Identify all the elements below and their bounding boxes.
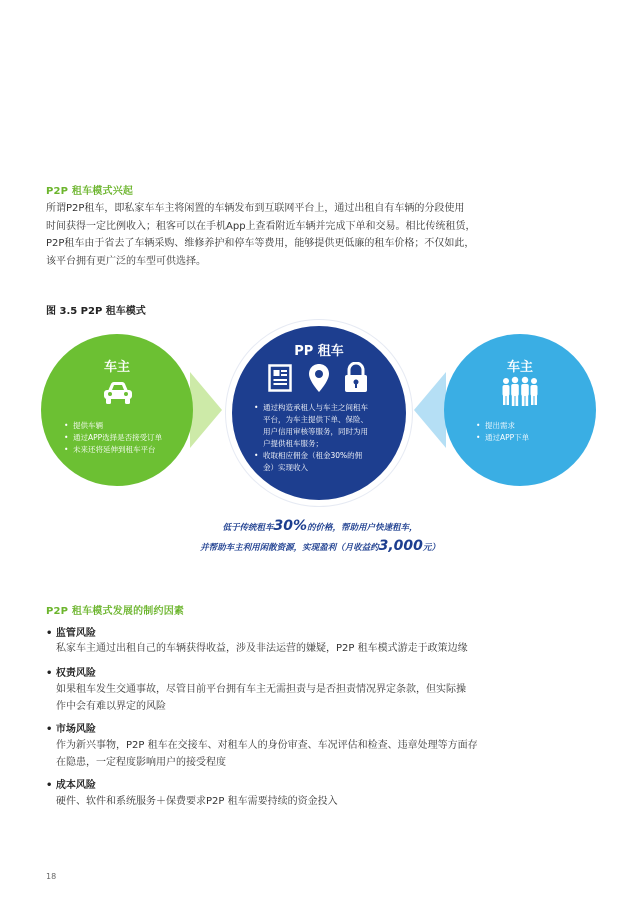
intro-line: 所谓P2P租车，即私家车车主将闲置的车辆发布到互联网平台上，通过出租自有车辆的分段使用	[46, 203, 465, 214]
platform-circle	[232, 326, 406, 500]
risk-line: 硬件、软件和系统服务＋保费要求P2P 租车需要持续的资金投入	[56, 796, 338, 807]
list-item-line: 收取相应佣金（租金30%的佣	[263, 451, 363, 460]
list-item-line: 金）实现收入	[263, 463, 308, 472]
intro-line: 该平台拥有更广泛的车型可供选择。	[46, 255, 206, 267]
risk-description	[56, 737, 616, 771]
list-item	[254, 450, 394, 474]
intro-heading: P2P 租车模式兴起	[46, 186, 134, 197]
list-item: • 提出需求	[476, 420, 586, 432]
risk-description	[56, 681, 616, 715]
risk-line: 作为新兴事物，P2P 租车在交接车、对租车人的身份审查、车况评估和检查、违章处理等方面存	[56, 740, 478, 751]
tagline-highlight: 3,000	[378, 538, 423, 554]
risks-heading: P2P 租车模式发展的制约因素	[46, 606, 185, 617]
location-pin-icon	[308, 363, 330, 393]
risk-description	[56, 793, 616, 810]
risk-line: 如果租车发生交通事故，尽管目前平台拥有车主无需担责与是否担责情况界定条款，但实际操	[56, 684, 466, 695]
list-item-line: 户提供租车服务；	[263, 439, 323, 448]
risk-title-text: 成本风险	[55, 780, 96, 791]
car-owner-title: 车主	[103, 360, 130, 375]
risk-title-text: 权责风险	[55, 668, 96, 679]
list-item: • 未来还将延伸到租车平台	[64, 444, 192, 456]
car-icon	[101, 380, 135, 406]
left-connector-arrow	[190, 372, 222, 448]
people-group-icon	[500, 376, 540, 406]
renter-bullets	[476, 420, 586, 444]
tagline-text: 元）	[422, 543, 440, 553]
list-item-line: 通过构造承租人与车主之间租车	[263, 403, 368, 412]
intro-paragraph	[46, 200, 606, 270]
renter-title: 车主	[506, 360, 533, 375]
risk-description	[56, 640, 616, 657]
tagline-line-1	[0, 518, 640, 534]
list-item-line: 平台，为车主提供下单、保险、	[263, 415, 368, 424]
intro-line: 时间获得一定比例收入；租客可以在手机App上查看附近车辆并完成下单和交易。相比传统租赁，	[46, 220, 476, 232]
risk-title: • 成本风险	[46, 780, 96, 791]
list-item: • 提供车辆	[64, 420, 192, 432]
list-item-line: 用户信用审核等服务，同时为用	[263, 427, 368, 436]
risk-title: • 监管风险	[46, 628, 96, 639]
risk-line: 私家车主通过出租自己的车辆获得收益，涉及非法运营的嫌疑，P2P 租车模式游走于政策边缘	[56, 643, 468, 654]
risk-line: 作中会有难以界定的风险	[56, 701, 166, 712]
tagline-highlight: 30%	[273, 518, 307, 534]
page-number: 18	[46, 872, 57, 881]
list-item: • 通过APP选择是否接受订单	[64, 432, 192, 444]
platform-title: PP 租车	[294, 344, 344, 359]
right-connector-arrow	[414, 372, 446, 448]
intro-line: P2P租车由于省去了车辆采购、维修养护和停车等费用，能够提供更低廉的租车价格；不仅如此，	[46, 238, 475, 249]
lock-icon	[344, 362, 368, 393]
figure-title: 图 3.5 P2P 租车模式	[46, 306, 146, 317]
document-icon	[268, 364, 292, 392]
platform-bullets	[254, 402, 394, 474]
risk-title: • 市场风险	[46, 724, 96, 735]
risk-title: • 权责风险	[46, 668, 96, 679]
list-item	[254, 402, 394, 450]
list-item: • 通过APP下单	[476, 432, 586, 444]
car-owner-circle	[41, 334, 193, 486]
tagline-text: 并帮助车主利用闲散资源，实现盈利（月收益约	[200, 543, 379, 553]
renter-circle	[444, 334, 596, 486]
risk-title-text: 市场风险	[55, 724, 96, 735]
car-owner-bullets	[64, 420, 192, 456]
risk-title-text: 监管风险	[55, 628, 96, 639]
risk-line: 在隐患，一定程度影响用户的接受程度	[56, 757, 226, 768]
tagline-text: 的价格，帮助用户快速租车，	[307, 523, 418, 533]
tagline-line-2	[0, 538, 640, 554]
tagline-text: 低于传统租车	[222, 523, 274, 533]
